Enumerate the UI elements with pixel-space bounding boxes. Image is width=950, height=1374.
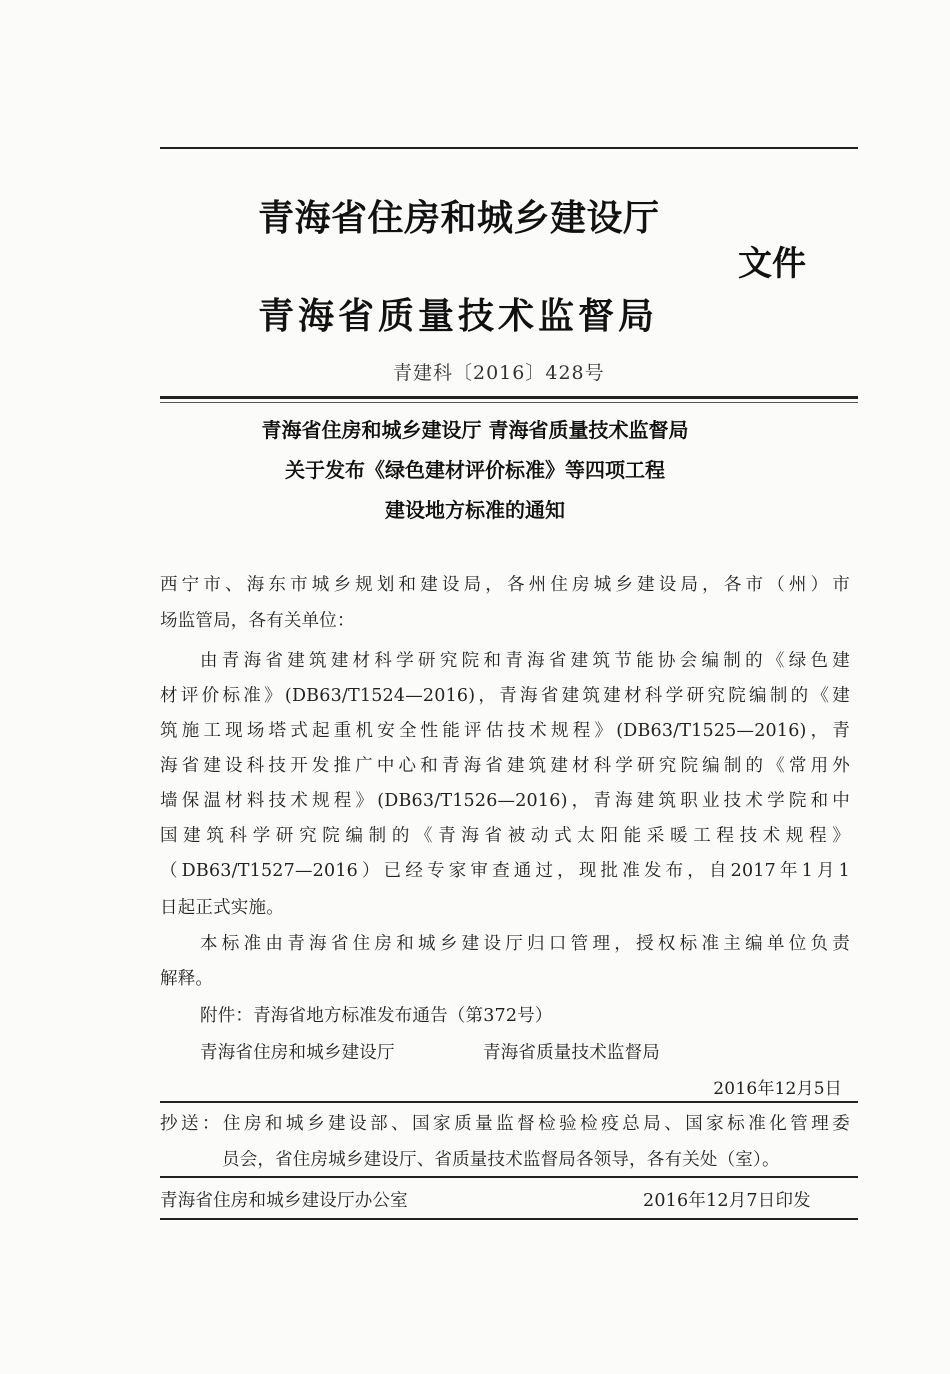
title-line-1: 青海省住房和城乡建设厅 青海省质量技术监督局 bbox=[261, 418, 689, 442]
issuer-quality-bureau: 青海省质量技术监督局 bbox=[258, 296, 659, 337]
issue-date: 2016年12月5日 bbox=[713, 1079, 842, 1099]
body-line: 材评价标准》(DB63/T1524—2016)，青海省建筑建材科学研究院编制的《建 bbox=[160, 686, 850, 706]
print-date: 2016年12月7日印发 bbox=[643, 1191, 811, 1211]
issuer-housing-dept: 青海省住房和城乡建设厅 bbox=[258, 198, 660, 239]
signer-quality-bureau: 青海省质量技术监督局 bbox=[483, 1043, 660, 1063]
issuing-office: 青海省住房和城乡建设厅办公室 bbox=[160, 1191, 408, 1211]
body-line: 筑施工现场塔式起重机安全性能评估技术规程》(DB63/T1525—2016)，青 bbox=[160, 721, 850, 741]
body-line: 国建筑科学研究院编制的《青海省被动式太阳能采暖工程技术规程》 bbox=[160, 826, 850, 846]
title-line-3: 建设地方标准的通知 bbox=[385, 498, 565, 522]
cc-line-2: 员会，省住房城乡建设厅、省质量技术监督局各领导，各有关处（室）。 bbox=[222, 1150, 780, 1170]
body-line: 日起正式实施。 bbox=[160, 898, 284, 918]
header-rule-thick bbox=[160, 396, 858, 399]
title-line-2: 关于发布《绿色建材评价标准》等四项工程 bbox=[285, 458, 665, 482]
body-line: 海省建设科技开发推广中心和青海省建筑建材科学研究院编制的《常用外 bbox=[160, 756, 850, 776]
cc-line-1: 抄送：住房和城乡建设部、国家质量监督检验检疫总局、国家标准化管理委 bbox=[160, 1114, 850, 1134]
cc-top-rule bbox=[160, 1101, 858, 1103]
header-rule-thin bbox=[160, 402, 858, 403]
doc-type-label: 文件 bbox=[738, 244, 806, 284]
body-line: 西宁市、海东市城乡规划和建设局，各州住房城乡建设局，各市（州）市 bbox=[160, 575, 850, 595]
body-line: 墙保温材料技术规程》(DB63/T1526—2016)，青海建筑职业技术学院和中 bbox=[160, 791, 850, 811]
body-line: 解释。 bbox=[160, 969, 214, 989]
body-line: （DB63/T1527—2016）已经专家审查通过，现批准发布，自2017年1月1 bbox=[160, 861, 850, 881]
doc-number: 青建科〔2016〕428号 bbox=[393, 362, 605, 384]
cc-bottom-rule bbox=[160, 1176, 858, 1178]
signer-housing-dept: 青海省住房和城乡建设厅 bbox=[200, 1043, 395, 1063]
body-line: 场监管局，各有关单位： bbox=[160, 611, 355, 631]
attachment-line: 附件：青海省地方标准发布通告（第372号） bbox=[200, 1006, 553, 1026]
body-line: 由青海省建筑建材科学研究院和青海省建筑节能协会编制的《绿色建 bbox=[200, 651, 850, 671]
body-line: 本标准由青海省住房和城乡建设厅归口管理，授权标准主编单位负责 bbox=[200, 934, 850, 954]
top-rule bbox=[160, 147, 858, 149]
footer-rule bbox=[160, 1218, 858, 1220]
